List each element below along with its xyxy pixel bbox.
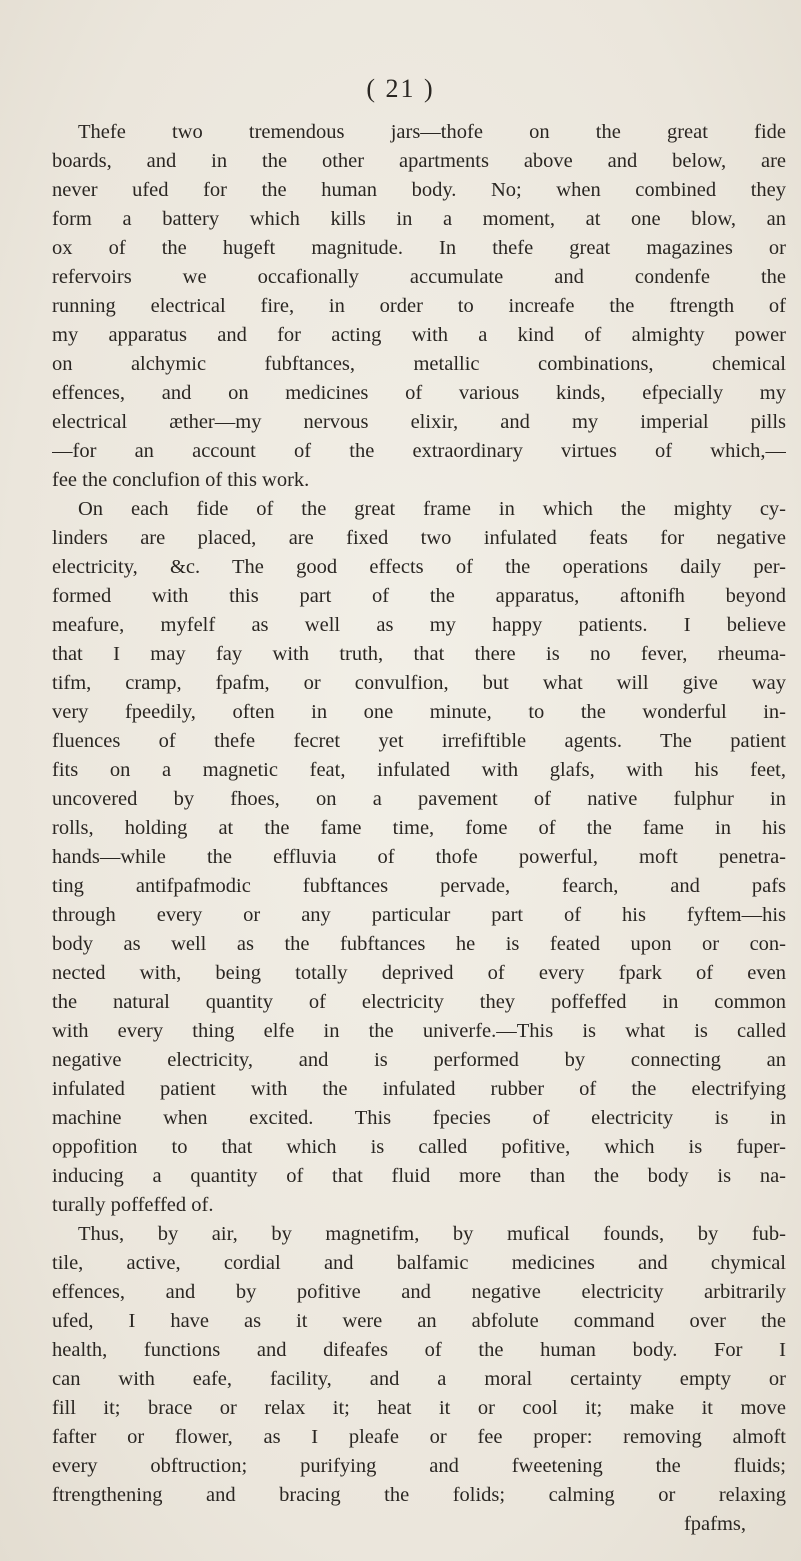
text-line: Thefe two tremendous jars—thofe on the great fide <box>78 121 786 143</box>
text-line: fee the conclufion of this work. <box>52 469 310 491</box>
text-line: —for an account of the extraordinary virtues of which,— <box>52 440 786 462</box>
text-line: fluences of thefe fecret yet irrefiftible agents. The patient <box>52 730 786 752</box>
text-line: fits on a magnetic feat, infulated with glafs, with his feet, <box>52 759 786 781</box>
text-line: rolls, holding at the fame time, fome of the fame in his <box>52 817 786 839</box>
text-line: electrical æther—my nervous elixir, and my imperial pills <box>52 411 786 433</box>
text-line: running electrical fire, in order to increafe the ftrength of <box>52 295 786 317</box>
text-line: that I may fay with truth, that there is no fever, rheuma- <box>52 643 786 665</box>
text-line: the natural quantity of electricity they poffeffed in common <box>52 991 786 1013</box>
text-line: on alchymic fubftances, metallic combinations, chemical <box>52 353 786 375</box>
text-line: through every or any particular part of his fyftem—his <box>52 904 786 926</box>
page-number: ( 21 ) <box>366 74 435 103</box>
text-line: boards, and in the other apartments above and below, are <box>52 150 786 172</box>
text-line: uncovered by fhoes, on a pavement of native fulphur in <box>52 788 786 810</box>
text-line: health, functions and difeafes of the human body. For I <box>52 1339 786 1361</box>
text-line: every obftruction; purifying and fweetening the fluids; <box>52 1455 786 1477</box>
text-line: machine when excited. This fpecies of electricity is in <box>52 1107 786 1129</box>
text-line: formed with this part of the apparatus, aftonifh beyond <box>52 585 786 607</box>
text-line: effences, and by pofitive and negative electricity arbitrarily <box>52 1281 786 1303</box>
text-line: inducing a quantity of that fluid more than the body is na- <box>52 1165 786 1187</box>
text-line: ting antifpafmodic fubftances pervade, fearch, and pafs <box>52 875 786 897</box>
text-line: ftrengthening and bracing the folids; calming or relaxing <box>52 1484 786 1506</box>
text-line: nected with, being totally deprived of every fpark of even <box>52 962 786 984</box>
text-line: ox of the hugeft magnitude. In thefe great magazines or <box>52 237 786 259</box>
text-line: negative electricity, and is performed by connecting an <box>52 1049 786 1071</box>
text-line: can with eafe, facility, and a moral certainty empty or <box>52 1368 786 1390</box>
text-line: body as well as the fubftances he is feated upon or con- <box>52 933 786 955</box>
text-line: electricity, &c. The good effects of the operations daily per- <box>52 556 786 578</box>
text-line: linders are placed, are fixed two infulated feats for negative <box>52 527 786 549</box>
text-line: turally poffeffed of. <box>52 1194 214 1216</box>
text-line: ufed, I have as it were an abfolute command over the <box>52 1310 786 1332</box>
text-line: meafure, myfelf as well as my happy patients. I believe <box>52 614 786 636</box>
text-line: very fpeedily, often in one minute, to the wonderful in- <box>52 701 786 723</box>
text-line: On each fide of the great frame in which the mighty cy- <box>78 498 786 520</box>
text-line: with every thing elfe in the univerfe.—This is what is called <box>52 1020 786 1042</box>
text-line: infulated patient with the infulated rubber of the electrifying <box>52 1078 786 1100</box>
text-line: oppofition to that which is called pofitive, which is fuper- <box>52 1136 786 1158</box>
text-line: fill it; brace or relax it; heat it or cool it; make it move <box>52 1397 786 1419</box>
text-line: never ufed for the human body. No; when combined they <box>52 179 786 201</box>
text-line: tifm, cramp, fpafm, or convulfion, but what will give way <box>52 672 786 694</box>
body-text <box>52 118 786 1539</box>
text-line: fpafms, <box>683 1513 746 1535</box>
text-line: fafter or flower, as I pleafe or fee proper: removing almoft <box>52 1426 786 1448</box>
text-line: effences, and on medicines of various kinds, efpecially my <box>52 382 786 404</box>
text-line: refervoirs we occafionally accumulate and condenfe the <box>52 266 786 288</box>
text-line: tile, active, cordial and balfamic medicines and chymical <box>52 1252 786 1274</box>
text-line: Thus, by air, by magnetifm, by mufical founds, by fub- <box>78 1223 786 1245</box>
text-line: my apparatus and for acting with a kind of almighty power <box>52 324 786 346</box>
text-line: form a battery which kills in a moment, at one blow, an <box>52 208 786 230</box>
text-line: hands—while the effluvia of thofe powerful, moft penetra- <box>52 846 786 868</box>
